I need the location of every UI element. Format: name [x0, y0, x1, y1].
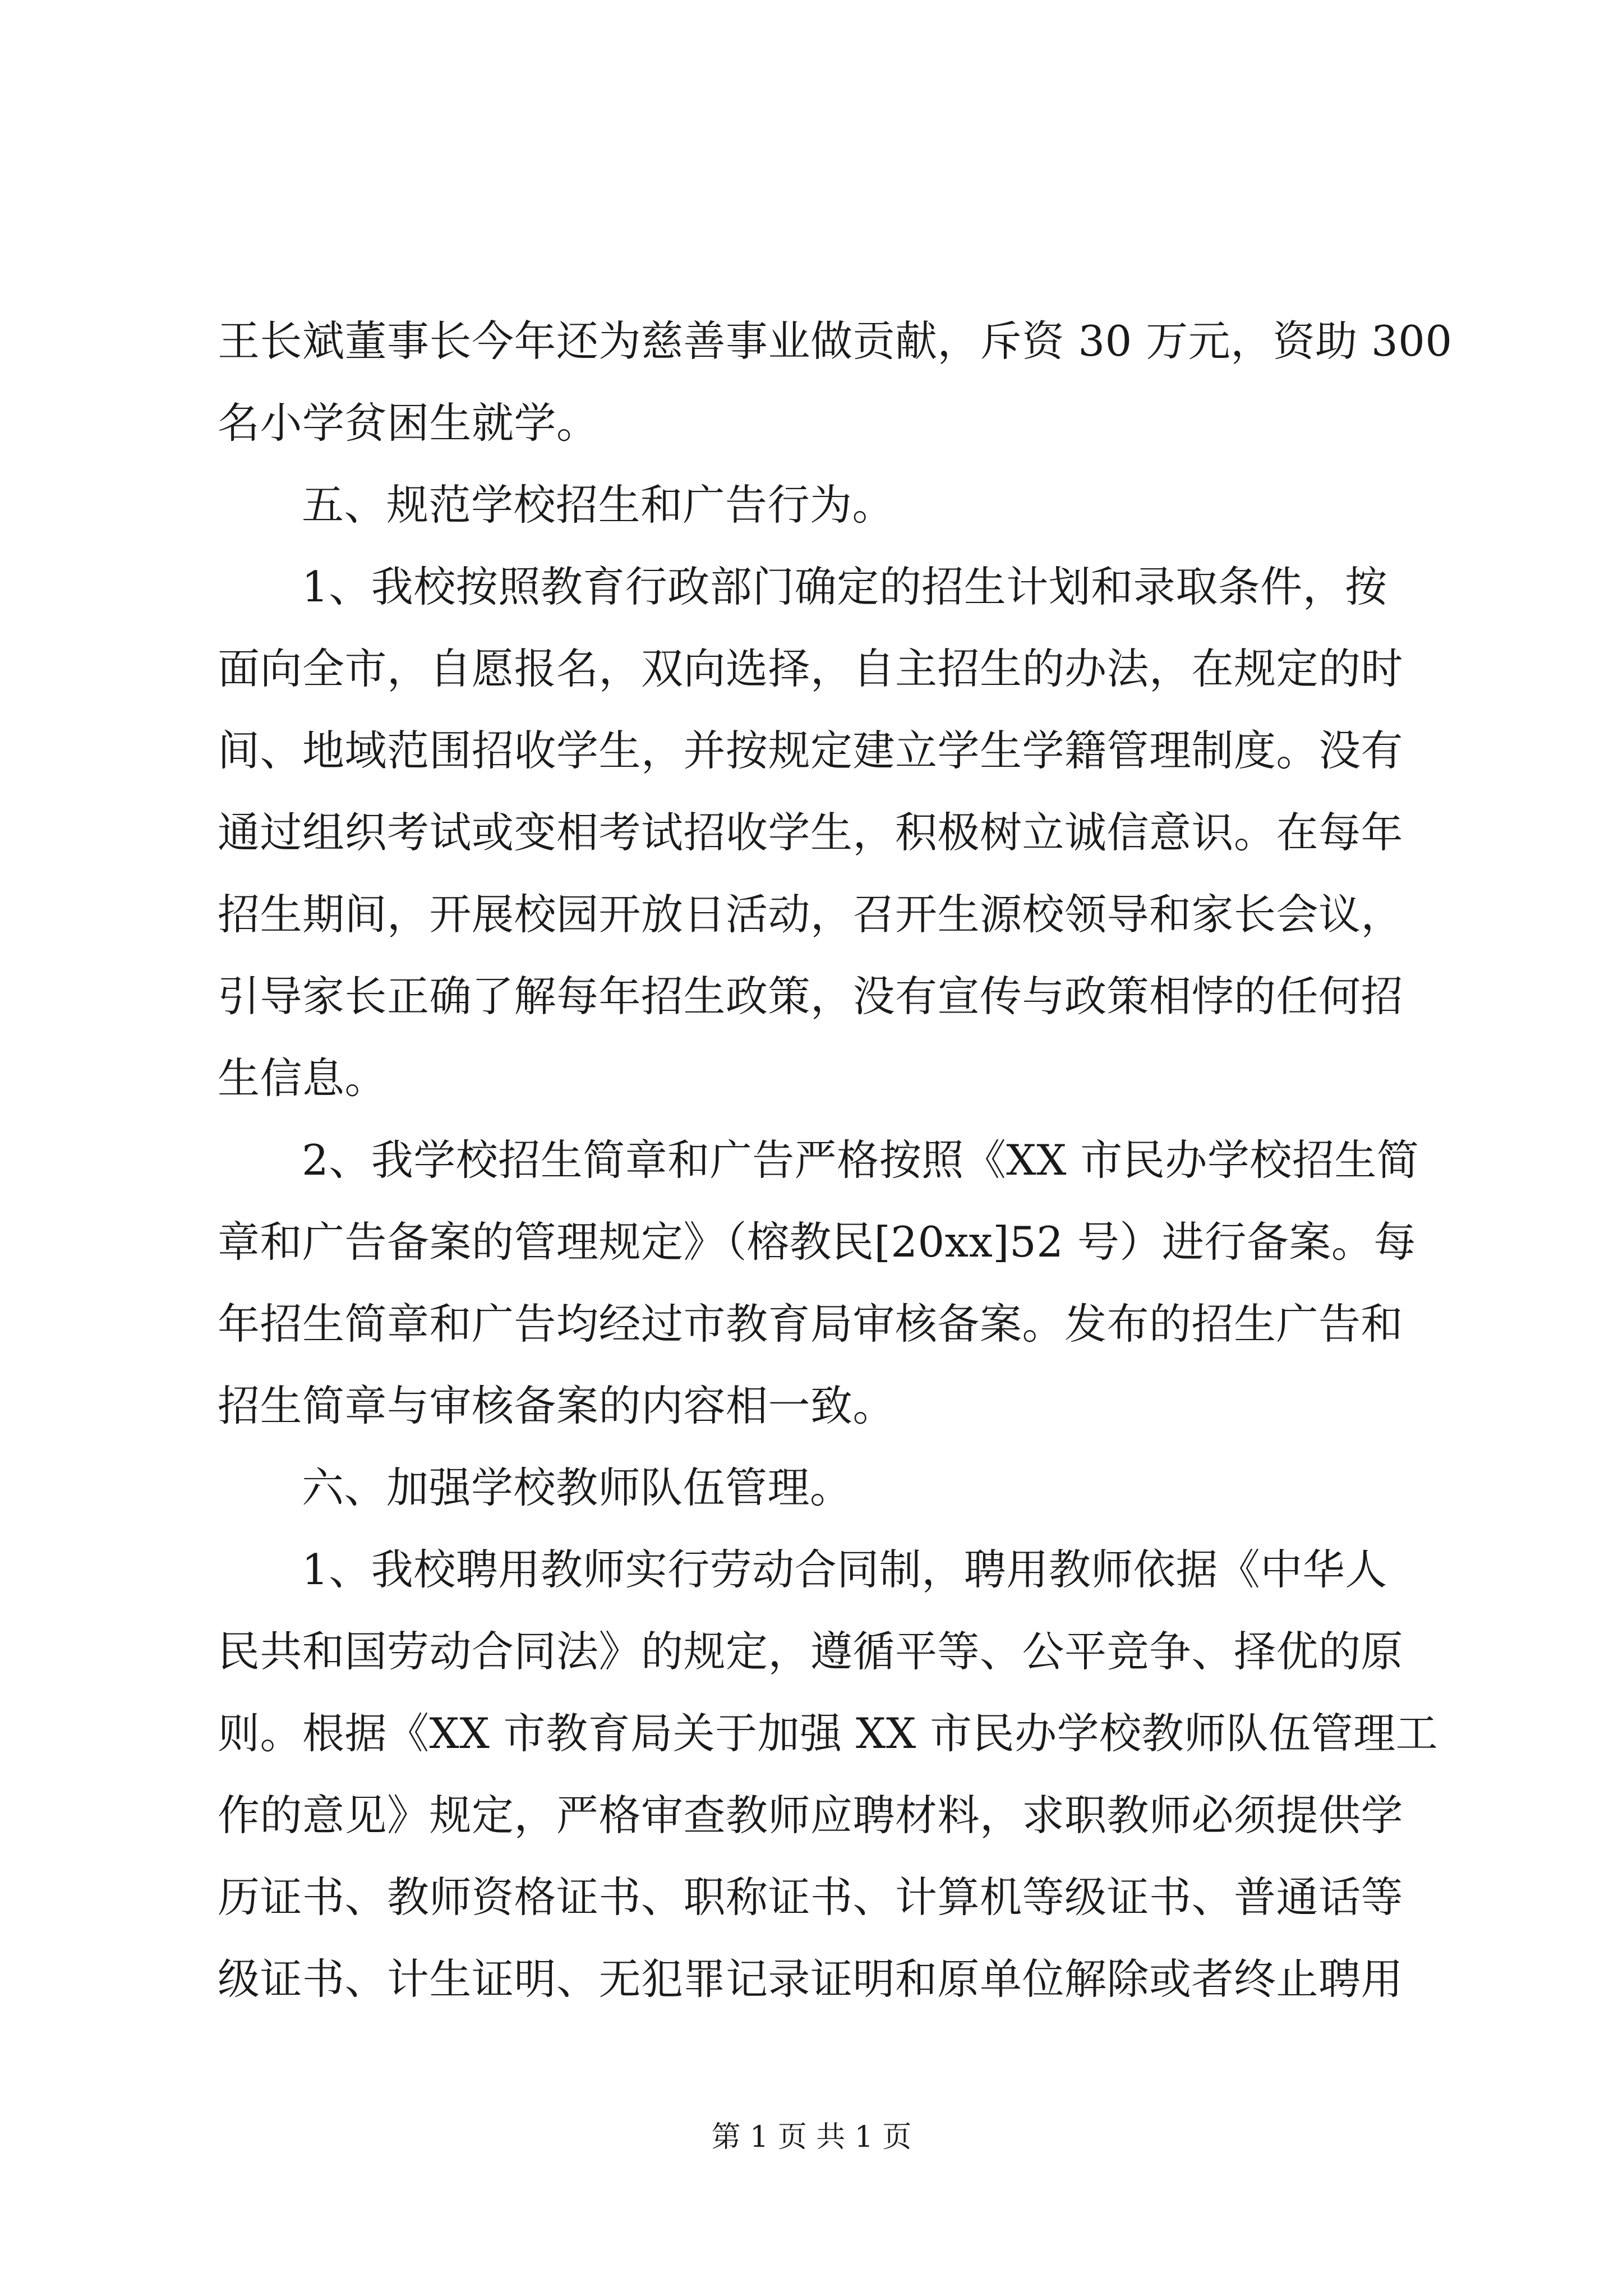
body-line: 年招生简章和广告均经过市教育局审核备案。发布的招生广告和	[218, 1299, 1404, 1349]
body-line: 招生简章与审核备案的内容相一致。	[218, 1381, 896, 1430]
section-heading: 五、规范学校招生和广告行为。	[302, 480, 895, 530]
body-line: 引导家长正确了解每年招生政策，没有宣传与政策相悖的任何招	[218, 972, 1404, 1021]
body-line: 名小学贫困生就学。	[218, 398, 599, 448]
body-line: 1、我校按照教育行政部门确定的招生计划和录取条件，按	[302, 562, 1387, 611]
section-heading: 六、加强学校教师队伍管理。	[302, 1463, 852, 1512]
body-line: 王长斌董事长今年还为慈善事业做贡献，斥资 30 万元，资助 300	[218, 316, 1453, 366]
body-line: 2、我学校招生简章和广告严格按照《XX 市民办学校招生简	[302, 1135, 1419, 1185]
body-line: 历证书、教师资格证书、职称证书、计算机等级证书、普通话等	[218, 1872, 1404, 1922]
page-number-label: 第 1 页 共 1 页	[711, 2120, 912, 2154]
body-line: 生信息。	[218, 1053, 388, 1103]
body-line: 级证书、计生证明、无犯罪记录证明和原单位解除或者终止聘用	[218, 1954, 1404, 2004]
body-line: 通过组织考试或变相考试招收学生，积极树立诚信意识。在每年	[218, 808, 1404, 857]
body-line: 作的意见》规定，严格审查教师应聘材料，求职教师必须提供学	[218, 1791, 1404, 1840]
body-line: 1、我校聘用教师实行劳动合同制，聘用教师依据《中华人	[302, 1545, 1387, 1594]
document-body	[218, 300, 1453, 2020]
body-line: 间、地域范围招收学生，并按规定建立学生学籍管理制度。没有	[218, 726, 1404, 775]
body-line: 则。根据《XX 市教育局关于加强 XX 市民办学校教师队伍管理工	[218, 1709, 1438, 1758]
body-line: 民共和国劳动合同法》的规定，遵循平等、公平竞争、择优的原	[218, 1627, 1404, 1676]
body-line: 面向全市，自愿报名，双向选择，自主招生的办法，在规定的时	[218, 644, 1404, 693]
body-line: 招生期间，开展校园开放日活动，召开生源校领导和家长会议，	[218, 890, 1404, 939]
body-line: 章和广告备案的管理规定》（榕教民[20xx]52 号）进行备案。每	[218, 1217, 1416, 1267]
page-footer	[0, 2120, 1623, 2154]
